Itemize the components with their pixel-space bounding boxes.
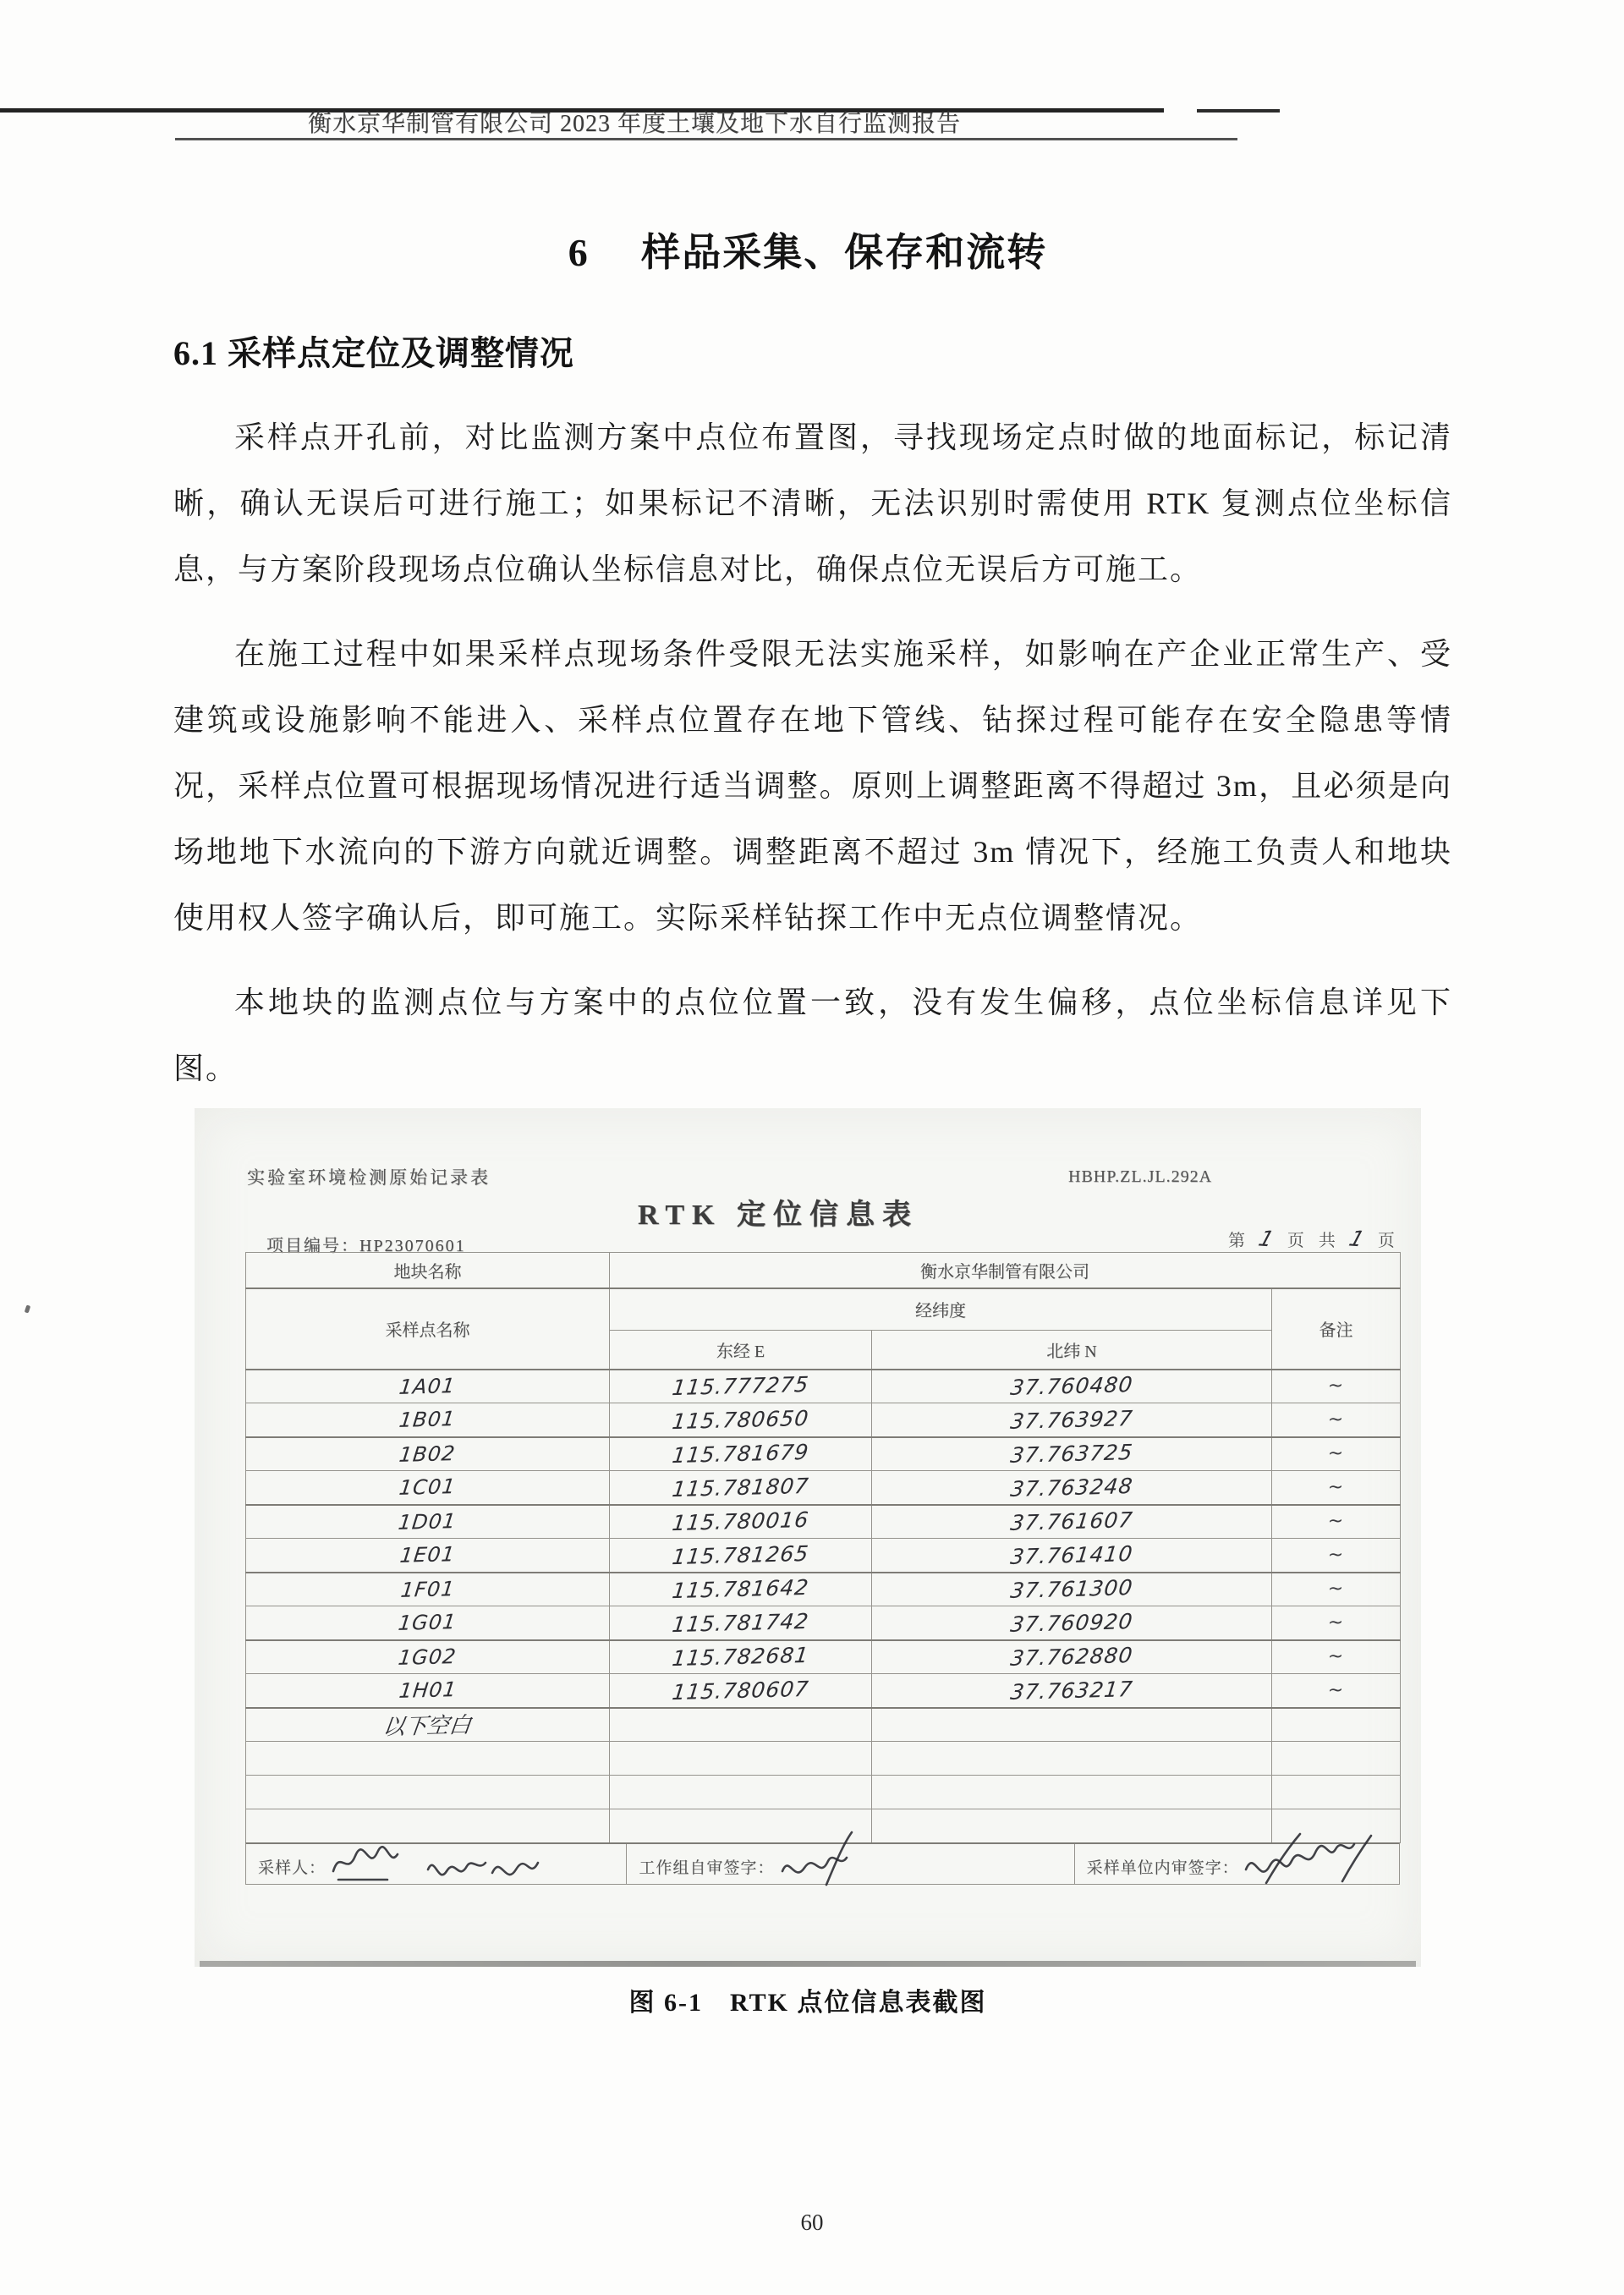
point-name-cell bbox=[246, 1403, 610, 1437]
handwritten-east-coordinate: 115.777275 bbox=[671, 1372, 810, 1401]
page-number: 60 bbox=[800, 2210, 824, 2235]
north-cell bbox=[872, 1606, 1272, 1640]
handwritten-point-name: 1E01 bbox=[398, 1542, 457, 1568]
point-name-cell bbox=[246, 1674, 610, 1708]
handwritten-north-coordinate: 37.761607 bbox=[1008, 1507, 1134, 1536]
north-cell bbox=[872, 1674, 1272, 1708]
handwritten-east-coordinate: 115.781265 bbox=[671, 1540, 810, 1569]
north-cell bbox=[872, 1539, 1272, 1573]
table-row-empty bbox=[246, 1776, 1401, 1809]
table-row bbox=[246, 1437, 1401, 1471]
empty-cell bbox=[1272, 1776, 1401, 1809]
point-name-cell bbox=[246, 1437, 610, 1471]
paragraph: 采样点开孔前，对比监测方案中点位布置图，寻找现场定点时做的地面标记，标记清晰，确认无误后可进行施工；如果标记不清晰，无法识别时需使用 RTK 复测点位坐标信息，与方案阶段现场点位确认坐标信息对比，确保点位无误后方可施工。 bbox=[173, 420, 1452, 586]
remark-cell bbox=[1272, 1674, 1401, 1708]
remark-cell bbox=[1272, 1471, 1401, 1505]
remark-cell bbox=[1272, 1573, 1401, 1606]
east-cell bbox=[610, 1573, 872, 1606]
empty-cell bbox=[610, 1776, 872, 1809]
body-text bbox=[173, 404, 1452, 1120]
handwritten-north-coordinate: 37.761410 bbox=[1008, 1540, 1134, 1569]
table-row bbox=[246, 1471, 1401, 1505]
table-row bbox=[246, 1403, 1401, 1437]
remark-cell bbox=[1272, 1403, 1401, 1437]
handwritten-remark: ~ bbox=[1327, 1476, 1345, 1498]
pagination-label: 页 bbox=[1377, 1232, 1400, 1250]
north-cell bbox=[872, 1640, 1272, 1674]
handwritten-point-name: 1H01 bbox=[397, 1677, 458, 1704]
group-review-label: 工作组自审签字： bbox=[639, 1859, 775, 1877]
handwritten-remark: ~ bbox=[1327, 1611, 1345, 1633]
table-row-empty bbox=[246, 1742, 1401, 1776]
handwritten-east-coordinate: 115.781642 bbox=[671, 1575, 810, 1604]
empty-cell bbox=[872, 1776, 1272, 1809]
handwritten-north-coordinate: 37.762880 bbox=[1008, 1643, 1134, 1672]
east-cell bbox=[610, 1370, 872, 1403]
figure-caption: 图 6-1 RTK 点位信息表截图 bbox=[628, 1989, 987, 2017]
handwritten-remark: ~ bbox=[1327, 1443, 1345, 1465]
sampler-label: 采样人： bbox=[258, 1859, 326, 1877]
chapter-title: 6 样品采集、保存和流转 bbox=[568, 231, 1048, 274]
east-cell bbox=[610, 1606, 872, 1640]
east-cell bbox=[610, 1471, 872, 1505]
empty-cell bbox=[872, 1742, 1272, 1776]
north-header-cell: 北纬 N bbox=[872, 1331, 1272, 1370]
handwritten-east-coordinate: 115.780016 bbox=[671, 1507, 810, 1536]
east-cell bbox=[610, 1403, 872, 1437]
handwritten-east-coordinate: 115.781742 bbox=[671, 1608, 810, 1637]
handwritten-east-coordinate: 115.781679 bbox=[671, 1440, 810, 1469]
project-number-value: HP23070601 bbox=[359, 1237, 466, 1255]
table-row bbox=[246, 1505, 1401, 1539]
remark-cell bbox=[1272, 1539, 1401, 1573]
paragraph: 在施工过程中如果采样点现场条件受限无法实施采样，如影响在产企业正常生产、受建筑或设施影响不能进入、采样点位置存在地下管线、钻探过程可能存在安全隐患等情况，采样点位置可根据现场情况进行适当调整。原则上调整距离不得超过 3m，且必须是向场地地下水流向的下游方向就近调整。调整距离不超过 3m 情况下，经施工负责人和地块使用权人签字确认后，即可施工。实际采样钻探工作中无点位调整情况。 bbox=[173, 637, 1452, 935]
point-name-cell bbox=[246, 1606, 610, 1640]
pagination-label: 第 bbox=[1228, 1232, 1250, 1250]
handwritten-east-coordinate: 115.780607 bbox=[671, 1676, 810, 1705]
pagination-label: 共 bbox=[1318, 1232, 1341, 1250]
remark-header-cell: 备注 bbox=[1272, 1288, 1401, 1370]
signature-row bbox=[245, 1842, 1400, 1885]
running-header-title: 衡水京华制管有限公司 2023 年度土壤及地下水自行监测报告 bbox=[307, 111, 961, 137]
handwritten-north-coordinate: 37.760920 bbox=[1008, 1608, 1134, 1637]
handwritten-point-name: 1F01 bbox=[398, 1576, 457, 1602]
handwritten-remark: ~ bbox=[1327, 1646, 1345, 1668]
rtk-coordinate-table bbox=[245, 1252, 1401, 1843]
handwritten-point-name: 1D01 bbox=[397, 1508, 458, 1535]
empty-cell bbox=[610, 1742, 872, 1776]
point-name-cell bbox=[246, 1573, 610, 1606]
form-code: HBHP.ZL.JL.292A bbox=[1068, 1167, 1213, 1186]
point-name-cell bbox=[246, 1471, 610, 1505]
handwritten-remark: ~ bbox=[1327, 1578, 1345, 1600]
handwritten-signature bbox=[771, 1837, 889, 1888]
handwritten-end-note: 以下空白 bbox=[381, 1712, 474, 1741]
handwritten-north-coordinate: 37.760480 bbox=[1008, 1372, 1134, 1401]
empty-cell bbox=[1272, 1742, 1401, 1776]
table-header-row bbox=[246, 1288, 1401, 1331]
north-cell bbox=[872, 1403, 1272, 1437]
table-row bbox=[246, 1370, 1401, 1403]
handwritten-point-name: 1B02 bbox=[398, 1441, 458, 1467]
remark-cell bbox=[1272, 1370, 1401, 1403]
handwritten-east-coordinate: 115.780650 bbox=[671, 1405, 810, 1434]
handwritten-point-name: 1B01 bbox=[398, 1407, 458, 1433]
point-name-cell bbox=[246, 1370, 610, 1403]
handwritten-total-pages: 1 bbox=[1346, 1226, 1373, 1252]
site-name-header-cell: 地块名称 bbox=[246, 1253, 610, 1288]
handwritten-signature bbox=[1241, 1837, 1385, 1888]
pagination-label: 页 bbox=[1287, 1232, 1309, 1250]
header-rule-bottom bbox=[175, 138, 1237, 140]
coords-header-cell: 经纬度 bbox=[610, 1288, 1272, 1331]
empty-cell bbox=[246, 1776, 610, 1809]
handwritten-page-number: 1 bbox=[1255, 1226, 1282, 1252]
point-name-cell bbox=[246, 1505, 610, 1539]
east-cell bbox=[610, 1539, 872, 1573]
table-row bbox=[246, 1573, 1401, 1606]
handwritten-remark: ~ bbox=[1327, 1408, 1345, 1430]
unit-review-label: 采样单位内审签字： bbox=[1086, 1859, 1239, 1877]
table-row bbox=[246, 1539, 1401, 1573]
east-cell bbox=[610, 1674, 872, 1708]
form-pagination bbox=[1228, 1227, 1400, 1251]
handwritten-north-coordinate: 37.763927 bbox=[1008, 1405, 1134, 1434]
end-note-cell bbox=[246, 1708, 610, 1742]
scan-bottom-edge bbox=[200, 1961, 1416, 1967]
handwritten-north-coordinate: 37.763217 bbox=[1008, 1676, 1134, 1705]
empty-cell bbox=[872, 1708, 1272, 1742]
north-cell bbox=[872, 1437, 1272, 1471]
paragraph: 本地块的监测点位与方案中的点位位置一致，没有发生偏移，点位坐标信息详见下图。 bbox=[173, 986, 1452, 1085]
north-cell bbox=[872, 1505, 1272, 1539]
site-name-value-cell: 衡水京华制管有限公司 bbox=[610, 1253, 1401, 1288]
project-number-label: 项目编号： bbox=[266, 1237, 359, 1255]
ink-speck bbox=[25, 1304, 31, 1313]
remark-cell bbox=[1272, 1437, 1401, 1471]
east-cell bbox=[610, 1437, 872, 1471]
empty-cell bbox=[872, 1809, 1272, 1843]
handwritten-remark: ~ bbox=[1327, 1511, 1345, 1533]
handwritten-remark: ~ bbox=[1327, 1375, 1345, 1397]
rtk-form-title: RTK 定位信息表 bbox=[638, 1200, 919, 1231]
section-title: 6.1 采样点定位及调整情况 bbox=[173, 334, 574, 372]
point-name-cell bbox=[246, 1640, 610, 1674]
point-name-cell bbox=[246, 1539, 610, 1573]
handwritten-north-coordinate: 37.761300 bbox=[1008, 1575, 1134, 1604]
scanned-rtk-form-image bbox=[195, 1108, 1421, 1967]
handwritten-point-name: 1A01 bbox=[398, 1373, 458, 1399]
handwritten-point-name: 1C01 bbox=[398, 1474, 458, 1501]
table-row bbox=[246, 1606, 1401, 1640]
table-row-endnote bbox=[246, 1708, 1401, 1742]
handwritten-north-coordinate: 37.763725 bbox=[1008, 1440, 1134, 1469]
sampler-signature-cell bbox=[246, 1844, 626, 1884]
east-cell bbox=[610, 1640, 872, 1674]
empty-cell bbox=[246, 1742, 610, 1776]
empty-cell bbox=[1272, 1708, 1401, 1742]
handwritten-signature bbox=[326, 1837, 546, 1888]
handwritten-remark: ~ bbox=[1327, 1679, 1345, 1701]
table-row bbox=[246, 1640, 1401, 1674]
unit-review-cell bbox=[1074, 1844, 1399, 1884]
handwritten-east-coordinate: 115.782681 bbox=[671, 1643, 810, 1672]
remark-cell bbox=[1272, 1640, 1401, 1674]
handwritten-remark: ~ bbox=[1327, 1544, 1345, 1566]
remark-cell bbox=[1272, 1606, 1401, 1640]
table-row-site bbox=[246, 1253, 1401, 1288]
form-name-label: 实验室环境检测原始记录表 bbox=[247, 1167, 491, 1188]
point-name-header-cell: 采样点名称 bbox=[246, 1288, 610, 1370]
handwritten-point-name: 1G01 bbox=[397, 1610, 458, 1636]
group-review-cell bbox=[626, 1844, 1073, 1884]
handwritten-east-coordinate: 115.781807 bbox=[671, 1473, 810, 1502]
table-row bbox=[246, 1674, 1401, 1708]
handwritten-north-coordinate: 37.763248 bbox=[1008, 1473, 1134, 1502]
north-cell bbox=[872, 1370, 1272, 1403]
empty-cell bbox=[610, 1708, 872, 1742]
east-cell bbox=[610, 1505, 872, 1539]
remark-cell bbox=[1272, 1505, 1401, 1539]
north-cell bbox=[872, 1573, 1272, 1606]
handwritten-point-name: 1G02 bbox=[397, 1644, 458, 1670]
north-cell bbox=[872, 1471, 1272, 1505]
east-header-cell: 东经 E bbox=[610, 1331, 872, 1370]
